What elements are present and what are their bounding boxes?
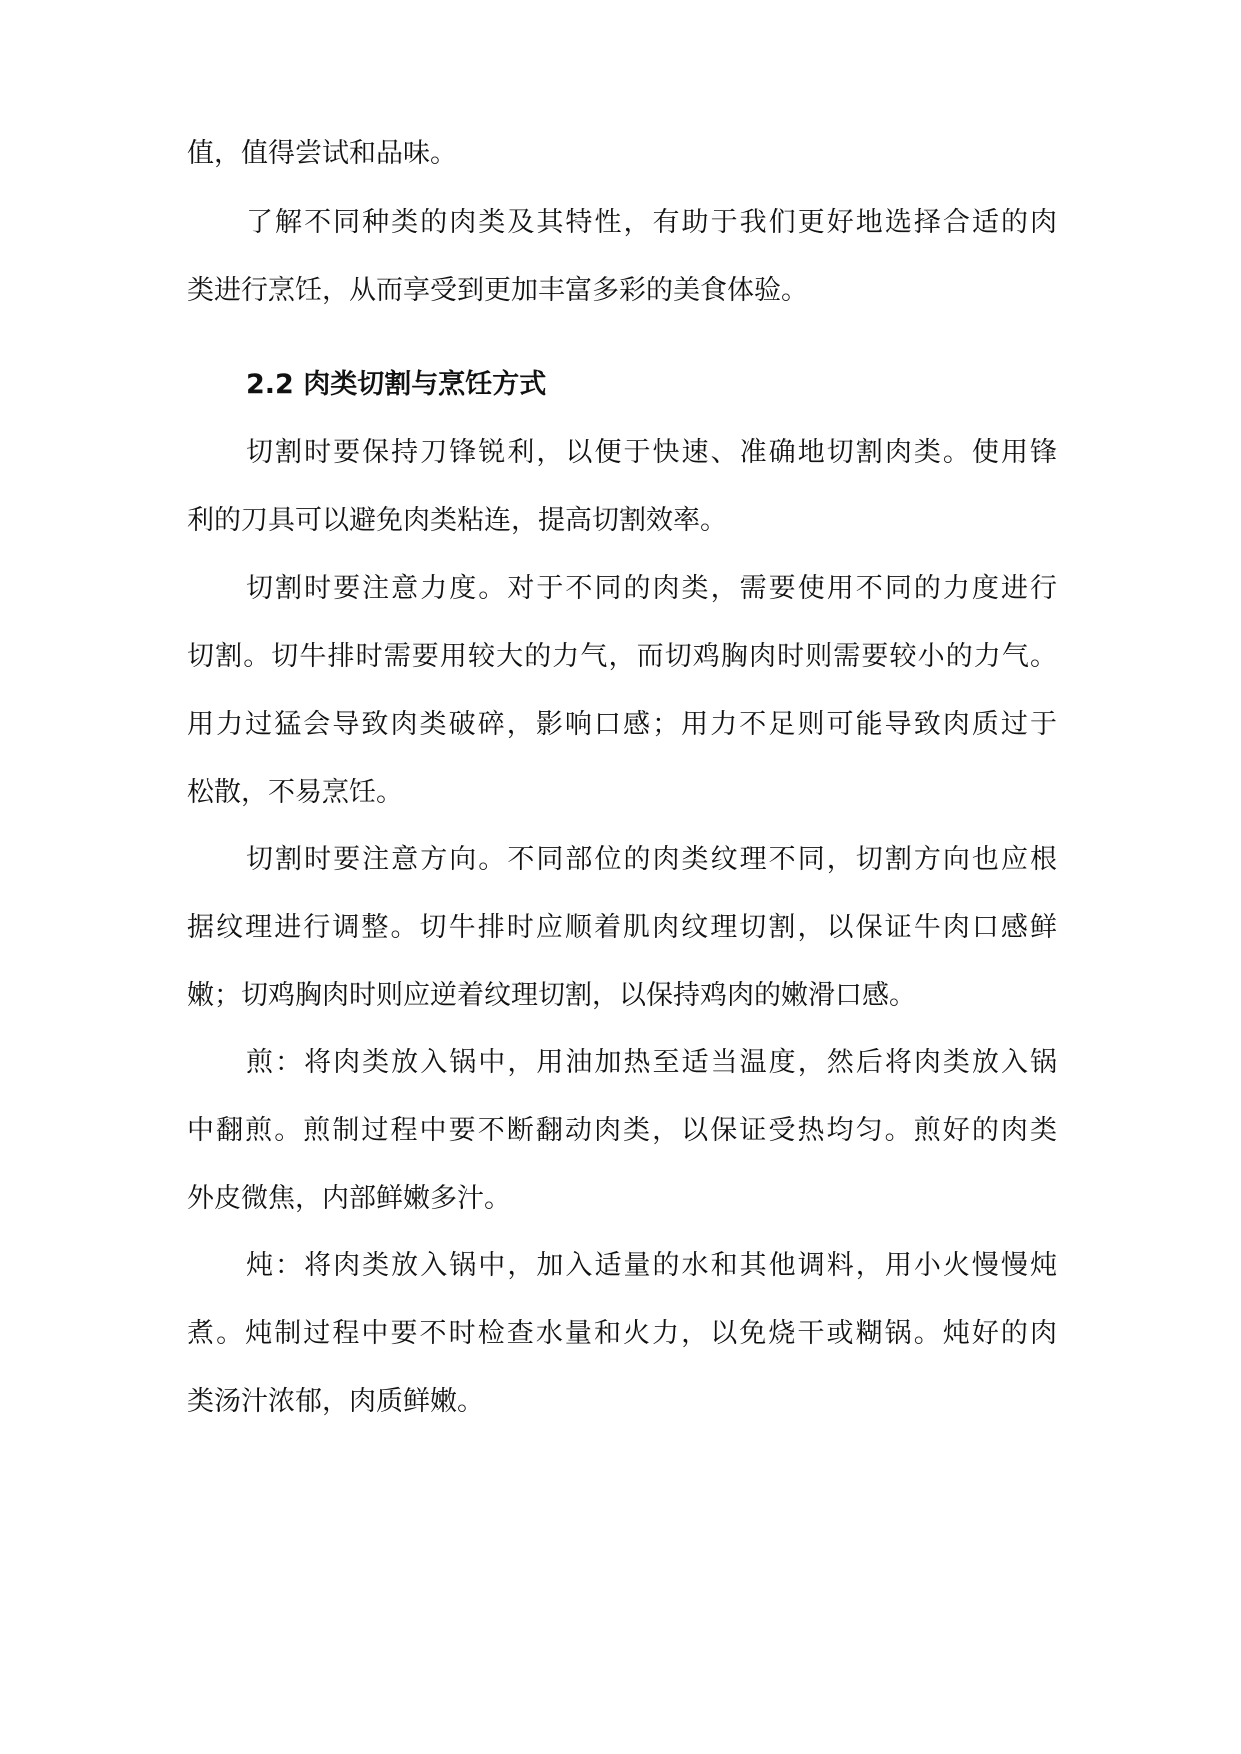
text-line: 外皮微焦，内部鲜嫩多汁。 <box>187 1183 511 1214</box>
text-line: 切割时要保持刀锋锐利，以便于快速、准确地切割肉类。使用锋 <box>246 437 1057 468</box>
text-line: 中翻煎。煎制过程中要不断翻动肉类，以保证受热均匀。煎好的肉类 <box>187 1115 1057 1146</box>
text-line: 类汤汁浓郁，肉质鲜嫩。 <box>187 1386 484 1417</box>
text-line: 利的刀具可以避免肉类粘连，提高切割效率。 <box>187 505 727 536</box>
text-line: 嫩；切鸡胸肉时则应逆着纹理切割，以保持鸡肉的嫩滑口感。 <box>187 980 916 1011</box>
paragraph-pan-frying <box>187 1048 1057 1214</box>
text-line: 切割时要注意方向。不同部位的肉类纹理不同，切割方向也应根 <box>246 844 1057 875</box>
text-line: 类进行烹饪，从而享受到更加丰富多彩的美食体验。 <box>187 275 808 306</box>
text-line: 据纹理进行调整。切牛排时应顺着肌肉纹理切割，以保证牛肉口感鲜 <box>187 912 1057 943</box>
paragraph-continuation <box>187 139 1057 169</box>
text-line: 松散，不易烹饪。 <box>187 777 403 808</box>
text-line: 煮。炖制过程中要不时检查水量和火力，以免烧干或糊锅。炖好的肉 <box>187 1318 1057 1349</box>
text-line: 煎：将肉类放入锅中，用油加热至适当温度，然后将肉类放入锅 <box>246 1047 1057 1078</box>
text-line: 用力过猛会导致肉类破碎，影响口感；用力不足则可能导致肉质过于 <box>187 709 1057 740</box>
section-heading: 2.2 肉类切割与烹饪方式 <box>246 369 547 400</box>
text-line: 炖：将肉类放入锅中，加入适量的水和其他调料，用小火慢慢炖 <box>246 1250 1057 1281</box>
text-line: 切割时要注意力度。对于不同的肉类，需要使用不同的力度进行 <box>246 573 1057 604</box>
paragraph-meat-types-summary <box>187 208 1057 306</box>
text-line: 值，值得尝试和品味。 <box>187 138 457 169</box>
text-line: 了解不同种类的肉类及其特性，有助于我们更好地选择合适的肉 <box>246 207 1057 238</box>
paragraph-cutting-force <box>187 574 1057 808</box>
text-line: 切割。切牛排时需要用较大的力气，而切鸡胸肉时则需要较小的力气。 <box>187 641 1057 672</box>
paragraph-stewing <box>187 1251 1057 1417</box>
paragraph-sharp-knife <box>187 438 1057 536</box>
paragraph-cutting-direction <box>187 845 1057 1011</box>
